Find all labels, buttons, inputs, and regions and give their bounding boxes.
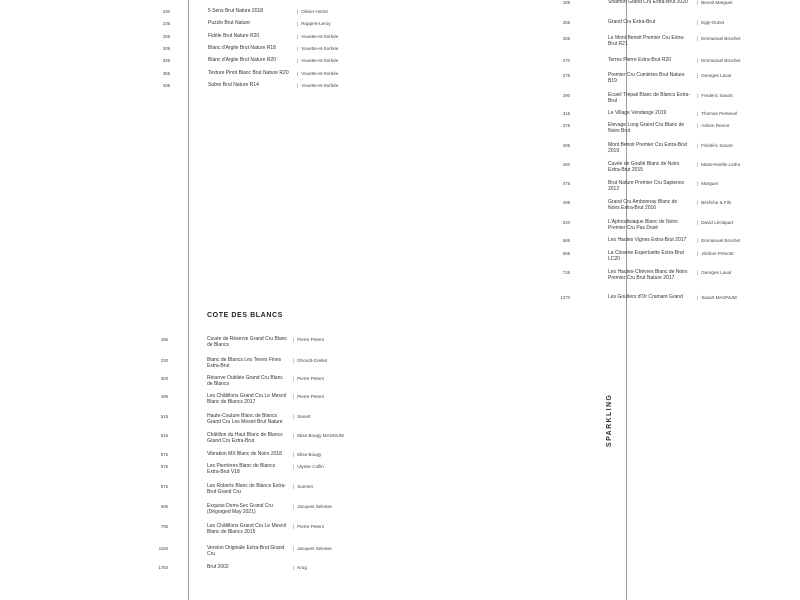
price: 515 [160,414,168,419]
producer: | Marguet [697,181,718,187]
wine-name: Les Hautes-Chèvres Blanc de Noirs Premier Cru Brut Nature 2017 [608,269,688,282]
producer: | Dhondt-Grellet [293,358,327,364]
price: 675 [160,464,168,469]
price: 365 [162,71,170,76]
wine-name: Grand Cru Extra-Brut [608,19,656,25]
price: 520 [562,220,570,225]
producer: | Olivier Horiot [297,9,328,15]
producer: | Emmanuel Brochet [697,238,740,244]
producer: | Ruppert-Leroy [297,21,331,27]
price: 325 [162,58,170,63]
price: 475 [562,181,570,186]
producer: | Bérêche & Fils [697,200,731,206]
price: 255 [562,20,570,25]
price: 309 [162,46,170,51]
producer: | Vouette-et-Sorbée [297,46,339,52]
producer: | Elise Bougy [293,452,321,458]
producer: | Thomas Perseval [697,111,737,117]
producer: | Adrien Renoir [697,123,729,129]
wine-name: Terres Pierre Extra-Brut R20 [608,57,672,63]
left-column-rule [188,0,189,600]
wine-name: Le Village Vendange 2019 [608,110,667,116]
price: 585 [562,238,570,243]
wine-name: Les Goulters d'Or Cramant Grand [608,294,683,300]
producer: | Pierre Peters [293,394,324,400]
vertical-label: SPARKLING [606,393,613,447]
wine-name: Les Châtillons Grand Cru Le Mesnil Blanc de Blancs 2017 [207,393,286,406]
wine-name: Cuvée de Goulté Blanc de Noirs Extra-Brut 2015 [608,161,680,174]
price: 695 [160,504,168,509]
price: 575 [160,452,168,457]
producer: | Savart MAGNUM [697,295,737,301]
price: 450 [562,162,570,167]
producer: | Krug [293,565,307,571]
producer: | Vouette-et-Sorbée [297,83,339,89]
price: 1150 [158,546,168,551]
producer: | Ulysse Collin [293,464,324,470]
price: 405 [562,143,570,148]
wine-name: Les Pierrières Blanc de Blancs Extra-Brut V18 [207,463,276,476]
producer: | Emmanuel Brochet [697,58,740,64]
price: 185 [562,0,570,5]
producer: | David Léclapart [697,220,733,226]
producer: | Georges Laval [697,73,731,79]
wine-name: Elevage Long Grand Cru Blanc de Noirs Brut [608,122,685,135]
price: 315 [562,111,570,116]
section-title: COTE DES BLANCS [207,312,283,319]
producer: | Jacques Selosse [293,546,332,552]
wine-name: Réserve Oubliée Grand Cru Blanc de Blancs [207,375,283,388]
price: 405 [162,83,170,88]
producer: | Benoit Marguet [697,0,732,6]
price: 795 [160,524,168,529]
producer: | Vouette-et-Sorbée [297,71,339,77]
producer: | Pierre Peters [293,376,324,382]
producer: | Frederic Savart [697,93,733,99]
producer: | Vouette-et-Sorbée [297,58,339,64]
price: 230 [160,358,168,363]
wine-name: Version Originale Extra-Brut Grand Cru [207,545,285,558]
price: 1750 [158,565,168,570]
wine-name: La Closerie Esperluette Extra-Brut LC20 [608,250,684,263]
price: 1270 [560,295,570,300]
price: 725 [562,270,570,275]
producer: | Jérôme Prévost [697,251,733,257]
producer: | Savart [293,414,310,420]
wine-name: Cuvée de Réserve Grand Cru Blanc de Blancs [207,336,288,349]
wine-name: Blanc d'Argile Brut Nature R18 [208,45,276,51]
wine-name: Le Mont Benoit Premier Cru Extra-Brut R21 [608,35,685,48]
wine-name: Vibration MX Blanc de Noirs 2018 [207,451,282,457]
producer: | Egly-Ouriet [697,20,724,26]
wine-name: Les Hautes Vignes Extra-Brut 2017 [608,237,687,243]
price: 230 [162,9,170,14]
producer: | Georges Laval [697,270,731,276]
wine-name: Les Châtillons Grand Cru Le Mesnil Blanc de Blancs 2015 [207,523,286,536]
wine-name: Ecueil Trépail Blanc de Blancs Extra-Brut [608,92,690,105]
producer: | Pierre Peters [293,524,324,530]
price: 275 [562,73,570,78]
wine-name: Brut 2002 [207,564,229,570]
wine-name: Mont Benoit Premier Cru Extra-Brut 2019 [608,142,687,155]
wine-name: Puzzle Brut Nature [208,20,250,26]
wine-name: Les Roberts Blanc de Blancs Extra-Brut Grand Cru [207,483,286,496]
producer: | Vouette-et-Sorbée [297,34,339,40]
producer: | Emmanuel Brochet [697,36,740,42]
producer: | Frédéric Savart [697,143,733,149]
price: 255 [162,34,170,39]
producer: | Marie-Noëlle Ledru [697,162,740,168]
price: 185 [160,337,168,342]
wine-name: Premier Cru Cumières Brut Nature B19 [608,72,685,85]
wine-name: Fidèle Brut Nature R20 [208,33,260,39]
price: 515 [160,433,168,438]
producer: | Pierre Peters [293,337,324,343]
price: 495 [562,200,570,205]
wine-name: Blanc de Blancs Les Terres Fines Extra-Brut [207,357,282,370]
price: 655 [562,251,570,256]
wine-name: Haute-Couture Blanc de Blancs Grand Cru Les Mesnil Brut Nature [207,413,283,426]
wine-name: Exquise Demi-Sec Grand Cru (Dégorged May 2021) [207,503,273,516]
wine-name: Grand Cru Ambonnay Blanc de Noirs Extra-Brut 2016 [608,199,678,212]
producer: | Elise Bougy MAGNUM [293,433,344,439]
wine-name: Brut Nature Premier Cru Sapience 2012 [608,180,685,193]
price: 375 [562,123,570,128]
wine-name: Châtillon du Haut Blanc de Blancs Grand Cru Extra-Brut [207,432,283,445]
wine-name: Blanc d'Argile Brut Nature R20 [208,57,276,63]
price: 235 [162,21,170,26]
price: 265 [562,36,570,41]
wine-name: Shamon Grand Cru Extra-Brut 2020 [608,0,688,5]
producer: | Jacques Selosse [293,504,332,510]
wine-name: L'Aphrodisiaque Blanc de Noirs Premier Cru Pas Dosé [608,219,678,232]
wine-name: Texture Pinot Blanc Brut Nature R20 [208,70,289,76]
producer: | Suenen [293,484,313,490]
wine-name: Sobre Brut Nature R14 [208,82,259,88]
price: 270 [562,58,570,63]
price: 300 [160,376,168,381]
price: 290 [562,93,570,98]
wine-name: 5 Sens Brut Nature 2018 [208,8,264,14]
price: 675 [160,484,168,489]
price: 495 [160,394,168,399]
